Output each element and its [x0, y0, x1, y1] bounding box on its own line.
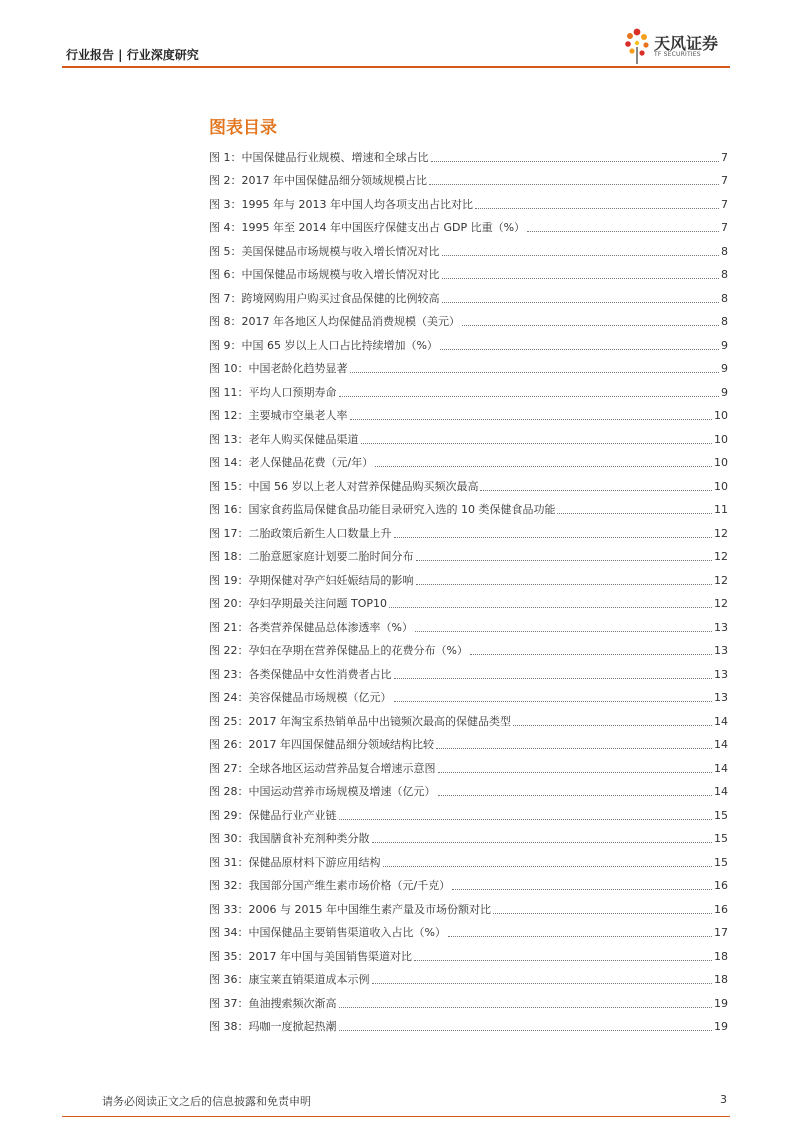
toc-entry-page: 14 [714, 761, 728, 775]
toc-entry-page: 19 [714, 1020, 728, 1033]
toc-entry-page: 13 [714, 644, 728, 657]
toc-entry-page: 12 [714, 573, 728, 587]
toc-entry[interactable] [209, 611, 728, 635]
toc-dot-leader [350, 419, 713, 420]
toc-entry[interactable] [209, 729, 728, 753]
toc-entry-page: 16 [714, 902, 728, 916]
toc-entry-page: 18 [714, 949, 728, 963]
toc-dot-leader [339, 396, 720, 397]
toc-entry-page: 17 [714, 926, 728, 939]
toc-dot-leader [361, 443, 713, 444]
toc-entry-page: 13 [714, 691, 728, 704]
toc-entry-page: 14 [714, 714, 728, 728]
company-logo [622, 26, 732, 66]
toc-dot-leader [470, 654, 712, 655]
toc-entry[interactable] [209, 306, 728, 330]
toc-entry[interactable] [209, 423, 728, 447]
logo-subtitle: TF SECURITIES [654, 51, 701, 58]
toc-entry-page: 9 [721, 362, 728, 375]
toc-entry-page: 8 [721, 291, 728, 305]
report-category-label: 行业报告 | 行业深度研究 [66, 48, 199, 62]
toc-entry-label: 图 17：二胎政策后新生人口数量上升 [209, 526, 392, 540]
toc-entry[interactable] [209, 870, 728, 894]
toc-entry[interactable] [209, 940, 728, 964]
toc-entry-label: 图 23：各类保健品中女性消费者占比 [209, 667, 392, 681]
toc-dot-leader [375, 466, 712, 467]
toc-entry[interactable] [209, 799, 728, 823]
toc-entry[interactable] [209, 846, 728, 870]
toc-dot-leader [438, 772, 713, 773]
toc-entry-page: 12 [714, 526, 728, 540]
toc-entry-page: 15 [714, 832, 728, 845]
toc-entry-page: 8 [721, 315, 728, 328]
toc-entry-page: 10 [714, 479, 728, 493]
toc-dot-leader [442, 302, 720, 303]
toc-entry[interactable] [209, 987, 728, 1011]
toc-dot-leader [440, 349, 719, 350]
toc-entry-label: 图 19：孕期保健对孕产妇妊娠结局的影响 [209, 573, 414, 587]
page-number: 3 [720, 1093, 727, 1106]
toc-dot-leader [394, 678, 713, 679]
toc-entry-label: 图 10：中国老龄化趋势显著 [209, 362, 348, 375]
figure-list [209, 141, 728, 1034]
toc-entry-label: 图 29：保健品行业产业链 [209, 808, 337, 822]
toc-entry-label: 图 15：中国 56 岁以上老人对营养保健品购买频次最高 [209, 479, 479, 493]
toc-entry-label: 图 32：我国部分国产维生素市场价格（元/千克） [209, 879, 451, 892]
toc-dot-leader [513, 725, 712, 726]
toc-entry-label: 图 24：美容保健品市场规模（亿元） [209, 691, 392, 704]
toc-entry[interactable] [209, 541, 728, 565]
toc-entry-label: 图 25：2017 年淘宝系热销单品中出镜频次最高的保健品类型 [209, 714, 511, 728]
toc-entry[interactable] [209, 564, 728, 588]
toc-dot-leader [350, 372, 720, 373]
toc-entry-label: 图 12：主要城市空巢老人率 [209, 409, 348, 422]
toc-dot-leader [372, 983, 713, 984]
toc-entry[interactable] [209, 282, 728, 306]
toc-dot-leader [429, 184, 719, 185]
toc-entry-label: 图 3：1995 年与 2013 年中国人均各项支出占比对比 [209, 197, 473, 211]
footer-disclaimer: 请务必阅读正文之后的信息披露和免责申明 [102, 1095, 311, 1108]
footer-divider [62, 1116, 730, 1117]
toc-entry-label: 图 13：老年人购买保健品渠道 [209, 432, 359, 446]
toc-entry-label: 图 16：国家食药监局保健食品功能目录研究入选的 10 类保健食品功能 [209, 503, 556, 516]
toc-dot-leader [389, 607, 712, 608]
toc-entry-page: 9 [721, 385, 728, 399]
toc-entry-label: 图 9：中国 65 岁以上人口占比持续增加（%） [209, 338, 438, 352]
toc-entry-label: 图 38：玛咖一度掀起热潮 [209, 1020, 337, 1033]
toc-dot-leader [416, 560, 713, 561]
toc-entry-label: 图 7：跨境网购用户购买过食品保健的比例较高 [209, 291, 440, 305]
toc-dot-leader [436, 748, 712, 749]
toc-entry[interactable] [209, 517, 728, 541]
toc-entry[interactable] [209, 752, 728, 776]
tf-securities-flower-icon [622, 26, 652, 66]
toc-entry[interactable] [209, 212, 728, 236]
toc-entry-page: 13 [714, 667, 728, 681]
toc-entry[interactable] [209, 400, 728, 424]
toc-entry-label: 图 31：保健品原材料下游应用结构 [209, 855, 381, 869]
toc-entry-page: 14 [714, 785, 728, 798]
toc-entry-page: 8 [721, 244, 728, 258]
toc-entry-label: 图 37：鱼油搜索频次渐高 [209, 996, 337, 1010]
toc-entry-label: 图 2：2017 年中国保健品细分领域规模占比 [209, 174, 427, 187]
toc-entry-page: 10 [714, 456, 728, 469]
toc-entry-label: 图 34：中国保健品主要销售渠道收入占比（%） [209, 926, 446, 939]
logo-name: 天风证券 [654, 34, 719, 53]
toc-dot-leader [394, 537, 713, 538]
toc-entry-label: 图 5：美国保健品市场规模与收入增长情况对比 [209, 244, 440, 258]
toc-entry-page: 15 [714, 855, 728, 869]
toc-entry-page: 13 [714, 620, 728, 634]
toc-entry-page: 7 [721, 221, 728, 234]
toc-entry-label: 图 11：平均人口预期寿命 [209, 385, 337, 399]
toc-dot-leader [339, 1030, 713, 1031]
toc-entry[interactable] [209, 447, 728, 471]
toc-entry[interactable] [209, 329, 728, 353]
toc-dot-leader [394, 701, 713, 702]
toc-entry[interactable] [209, 776, 728, 800]
toc-dot-leader [475, 208, 719, 209]
toc-entry-label: 图 22：孕妇在孕期在营养保健品上的花费分布（%） [209, 644, 468, 657]
toc-entry[interactable] [209, 964, 728, 988]
toc-dot-leader [480, 490, 712, 491]
toc-entry[interactable] [209, 141, 728, 165]
toc-entry-page: 16 [714, 879, 728, 892]
toc-entry-label: 图 1：中国保健品行业规模、增速和全球占比 [209, 150, 429, 164]
toc-entry-page: 18 [714, 973, 728, 986]
toc-entry-label: 图 14：老人保健品花费（元/年） [209, 456, 374, 469]
toc-entry-label: 图 27：全球各地区运动营养品复合增速示意图 [209, 761, 436, 775]
toc-entry-page: 7 [721, 150, 728, 164]
toc-entry-label: 图 21：各类营养保健品总体渗透率（%） [209, 620, 413, 634]
toc-entry[interactable] [209, 353, 728, 377]
toc-entry[interactable] [209, 658, 728, 682]
toc-entry-page: 7 [721, 174, 728, 187]
toc-entry-page: 10 [714, 409, 728, 422]
toc-entry-label: 图 20：孕妇孕期最关注问题 TOP10 [209, 597, 387, 610]
toc-entry-page: 12 [714, 550, 728, 563]
toc-entry-label: 图 28：中国运动营养市场规模及增速（亿元） [209, 785, 436, 798]
toc-entry[interactable] [209, 893, 728, 917]
toc-entry[interactable] [209, 705, 728, 729]
toc-dot-leader [442, 278, 720, 279]
toc-entry[interactable] [209, 635, 728, 659]
toc-dot-leader [431, 161, 720, 162]
toc-entry-page: 11 [714, 503, 728, 516]
toc-entry[interactable] [209, 588, 728, 612]
toc-dot-leader [414, 960, 712, 961]
toc-entry-page: 8 [721, 268, 728, 281]
toc-entry-label: 图 8：2017 年各地区人均保健品消费规模（美元） [209, 315, 460, 328]
toc-entry[interactable] [209, 259, 728, 283]
toc-entry[interactable] [209, 917, 728, 941]
toc-entry-label: 图 4：1995 年至 2014 年中国医疗保健支出占 GDP 比重（%） [209, 221, 526, 234]
toc-entry-label: 图 6：中国保健品市场规模与收入增长情况对比 [209, 268, 440, 281]
toc-entry[interactable] [209, 682, 728, 706]
toc-entry-label: 图 36：康宝莱直销渠道成本示例 [209, 973, 370, 986]
toc-entry[interactable] [209, 188, 728, 212]
toc-entry-label: 图 30：我国膳食补充剂种类分散 [209, 832, 370, 845]
toc-entry[interactable] [209, 823, 728, 847]
toc-dot-leader [415, 631, 712, 632]
toc-dot-leader [557, 513, 712, 514]
toc-entry[interactable] [209, 235, 728, 259]
toc-dot-leader [339, 1007, 713, 1008]
toc-dot-leader [416, 584, 713, 585]
toc-title: 图表目录 [209, 118, 277, 138]
toc-dot-leader [452, 889, 712, 890]
toc-entry[interactable] [209, 165, 728, 189]
toc-entry[interactable] [209, 494, 728, 518]
toc-entry-label: 图 18：二胎意愿家庭计划要二胎时间分布 [209, 550, 414, 563]
toc-entry[interactable] [209, 376, 728, 400]
toc-entry-page: 9 [721, 338, 728, 352]
toc-entry-page: 19 [714, 996, 728, 1010]
toc-entry-page: 14 [714, 738, 728, 751]
toc-entry-page: 10 [714, 432, 728, 446]
toc-dot-leader [339, 819, 713, 820]
toc-entry-page: 12 [714, 597, 728, 610]
toc-entry[interactable] [209, 470, 728, 494]
toc-dot-leader [462, 325, 719, 326]
toc-entry-page: 15 [714, 808, 728, 822]
toc-dot-leader [493, 913, 712, 914]
toc-dot-leader [448, 936, 712, 937]
toc-entry-label: 图 35：2017 年中国与美国销售渠道对比 [209, 949, 412, 963]
toc-entry[interactable] [209, 1011, 728, 1035]
toc-dot-leader [372, 842, 713, 843]
toc-entry-page: 7 [721, 197, 728, 211]
header-divider [62, 66, 730, 68]
toc-entry-label: 图 26：2017 年四国保健品细分领域结构比较 [209, 738, 434, 751]
toc-dot-leader [442, 255, 720, 256]
toc-dot-leader [438, 795, 713, 796]
toc-dot-leader [383, 866, 713, 867]
toc-dot-leader [527, 231, 719, 232]
toc-entry-label: 图 33：2006 与 2015 年中国维生素产量及市场份额对比 [209, 902, 491, 916]
